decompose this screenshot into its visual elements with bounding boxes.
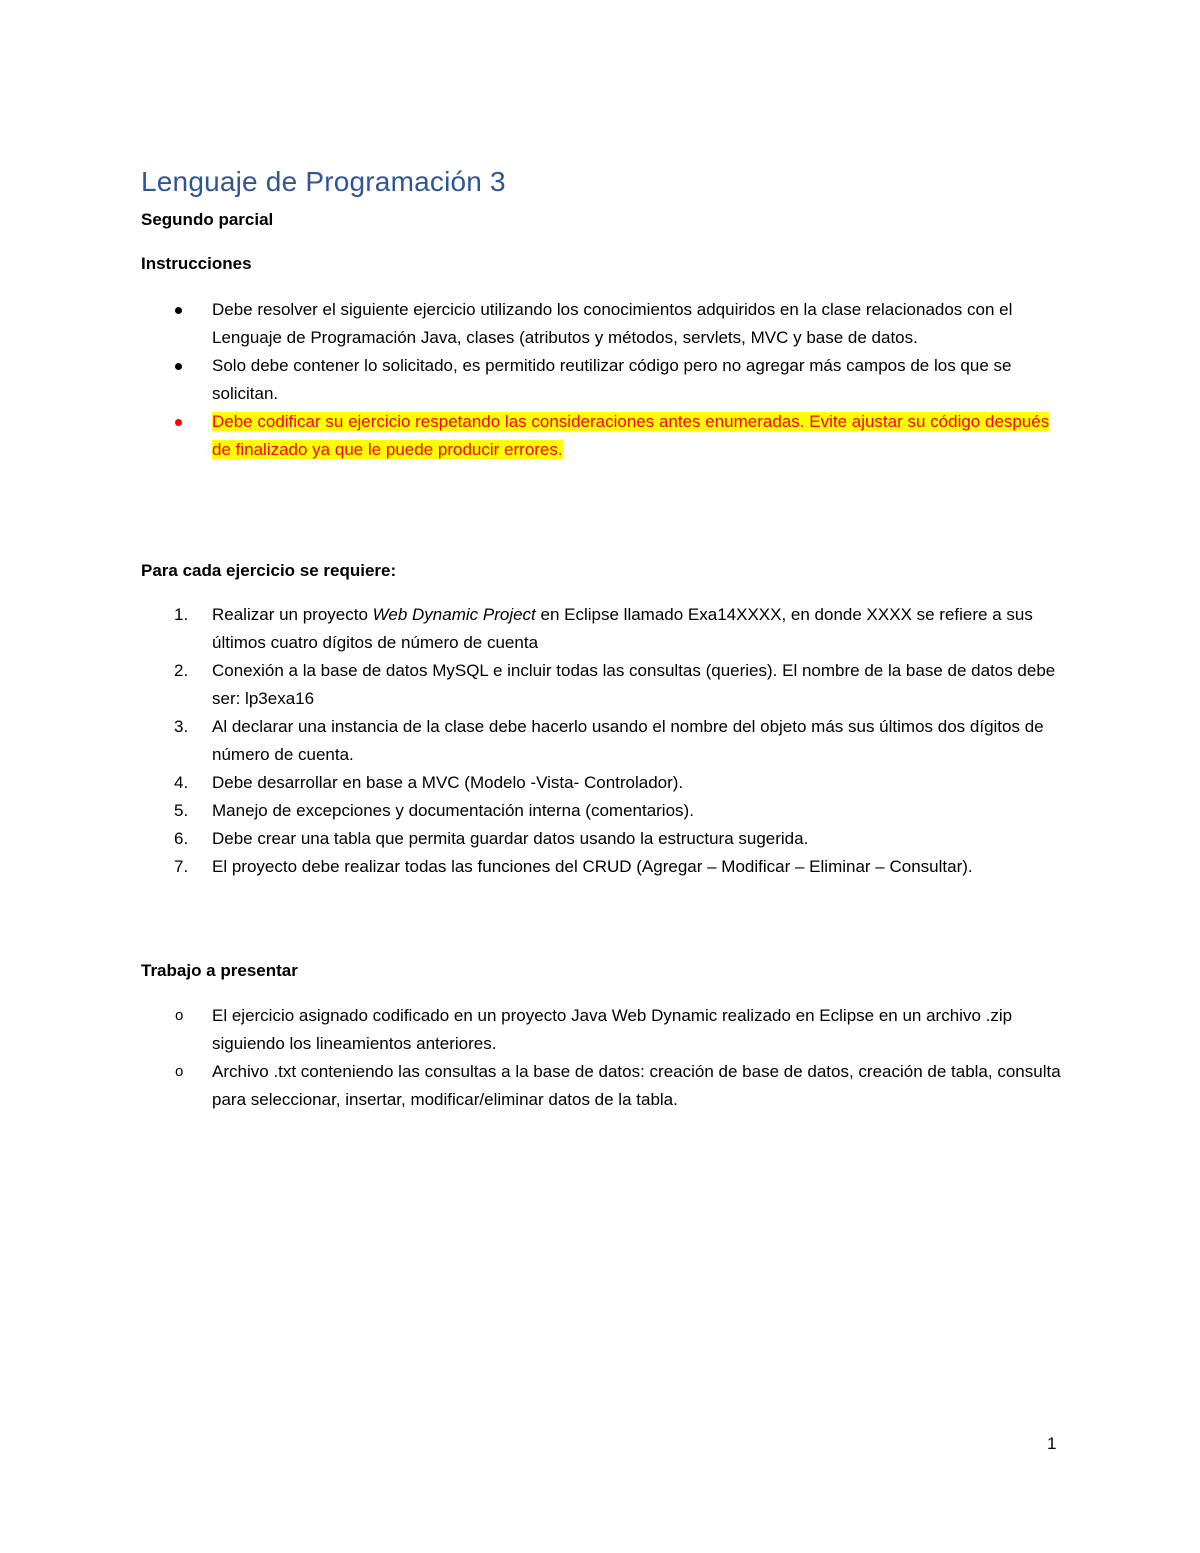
list-item xyxy=(141,853,1071,881)
instructions-list xyxy=(141,296,1071,464)
page-title: Lenguaje de Programación 3 xyxy=(141,166,506,197)
list-number: 5. xyxy=(174,801,189,820)
instructions-heading: Instrucciones xyxy=(141,254,252,273)
bullet-icon xyxy=(175,307,182,314)
deliverable-text: Archivo .txt conteniendo las consultas a la base de datos: creación de base de datos, creación de tabla, consulta para seleccionar, insertar, modificar/eliminar datos de la tabla. xyxy=(212,1062,1061,1109)
list-number: 3. xyxy=(174,717,189,736)
requirement-text: Debe desarrollar en base a MVC (Modelo -Vista- Controlador). xyxy=(212,773,684,792)
deliverable-text: El ejercicio asignado codificado en un proyecto Java Web Dynamic realizado en Eclipse en un archivo .zip siguiendo los lineamientos anteriores. xyxy=(212,1006,1013,1053)
highlighted-instruction-text: Debe codificar su ejercicio respetando las consideraciones antes enumeradas. Evite ajustar su código después de finalizado ya que le puede producir errores. xyxy=(212,412,1050,459)
list-number: 2. xyxy=(174,661,189,680)
page-number: 1 xyxy=(1047,1434,1057,1453)
list-item xyxy=(141,769,1071,797)
list-item xyxy=(141,797,1071,825)
list-item xyxy=(141,296,1071,352)
list-item xyxy=(141,1002,1071,1058)
instruction-text: Solo debe contener lo solicitado, es permitido reutilizar código pero no agregar más campos de los que se solicitan. xyxy=(212,356,1012,403)
list-item xyxy=(141,1058,1071,1114)
subtitle: Segundo parcial xyxy=(141,210,274,229)
list-item xyxy=(141,713,1071,769)
requirement-text: Debe crear una tabla que permita guardar datos usando la estructura sugerida. xyxy=(212,829,809,848)
bullet-icon xyxy=(175,419,182,426)
instruction-text: Debe resolver el siguiente ejercicio utilizando los conocimientos adquiridos en la clase relacionados con el Lenguaje de Programación Java, clases (atributos y métodos, servlets, MVC y base de datos. xyxy=(212,300,1013,347)
list-number: 4. xyxy=(174,773,189,792)
list-item xyxy=(141,352,1071,408)
requirement-text-continued: en Eclipse llamado Exa14XXXX, en donde XXXX se refiere a sus últimos cuatro dígitos de número de cuenta xyxy=(212,605,1033,652)
requirement-text: Manejo de excepciones y documentación interna (comentarios). xyxy=(212,801,694,820)
requirements-list xyxy=(141,601,1071,881)
list-number: 1. xyxy=(174,605,189,624)
requirement-text: El proyecto debe realizar todas las funciones del CRUD (Agregar – Modificar – Eliminar – Consultar). xyxy=(212,857,973,876)
requirement-text: Conexión a la base de datos MySQL e incluir todas las consultas (queries). El nombre de la base de datos debe ser: lp3exa16 xyxy=(212,661,1056,708)
requirement-emphasis: Web Dynamic Project xyxy=(372,605,536,624)
list-item xyxy=(141,825,1071,853)
requirements-heading: Para cada ejercicio se requiere: xyxy=(141,561,397,580)
list-item xyxy=(141,601,1071,657)
list-item xyxy=(141,657,1071,713)
bullet-icon xyxy=(175,363,182,370)
list-number: 6. xyxy=(174,829,189,848)
requirement-text: Al declarar una instancia de la clase debe hacerlo usando el nombre del objeto más sus últimos dos dígitos de número de cuenta. xyxy=(212,717,1044,764)
list-number: 7. xyxy=(174,857,189,876)
deliverables-list xyxy=(141,1002,1071,1114)
requirement-text: Realizar un proyecto xyxy=(212,605,373,624)
list-item xyxy=(141,408,1071,464)
circle-bullet-icon: o xyxy=(175,1063,184,1080)
circle-bullet-icon: o xyxy=(175,1007,184,1024)
deliverables-heading: Trabajo a presentar xyxy=(141,961,298,980)
